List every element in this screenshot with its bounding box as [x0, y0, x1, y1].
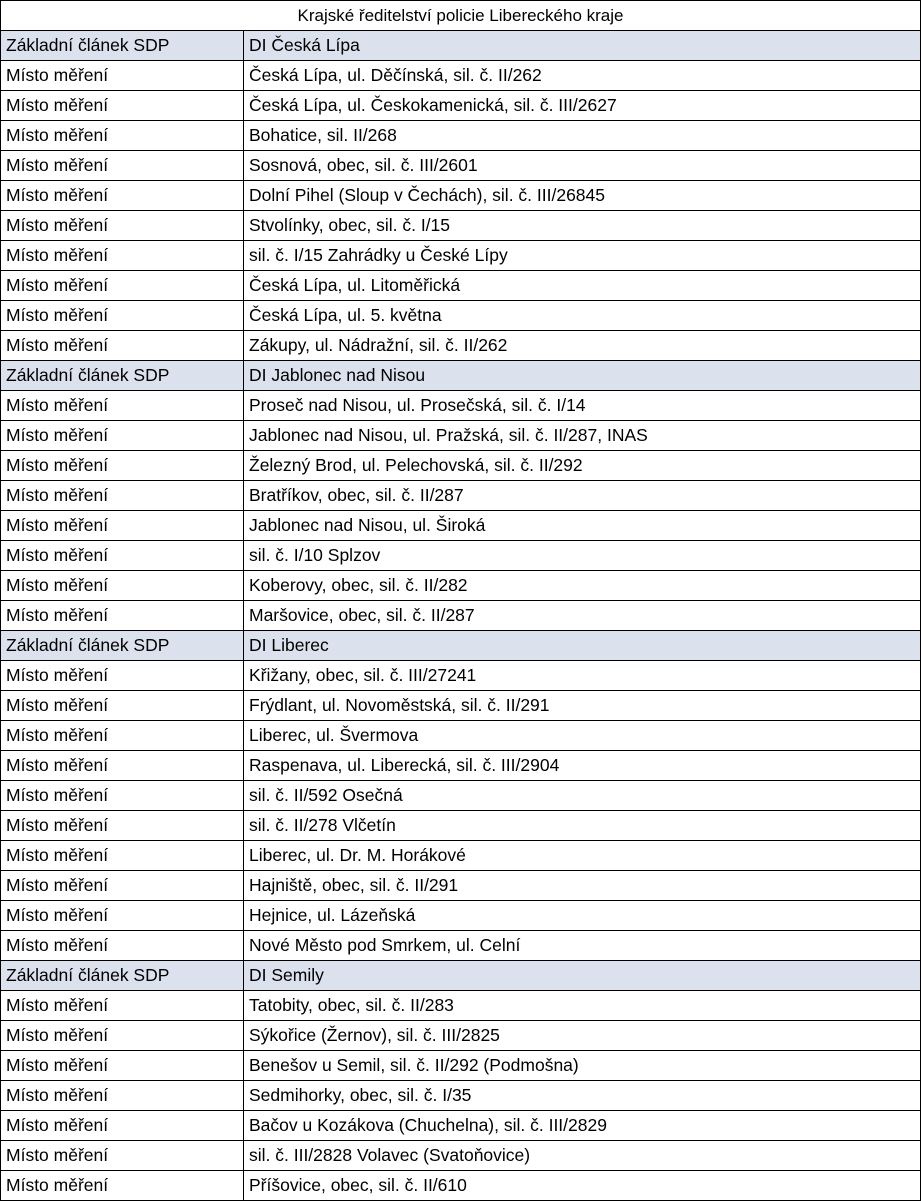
section-name-cell: DI Liberec [244, 631, 921, 661]
row-location-cell: Tatobity, obec, sil. č. II/283 [244, 991, 921, 1021]
row-location-cell: Nové Město pod Smrkem, ul. Celní [244, 931, 921, 961]
row-label-cell: Místo měření [1, 1111, 244, 1141]
table-row [1, 91, 921, 121]
table-row [1, 1141, 921, 1171]
section-label-cell: Základní článek SDP [1, 961, 244, 991]
row-label-cell: Místo měření [1, 721, 244, 751]
table-row [1, 691, 921, 721]
row-location-cell: Česká Lípa, ul. 5. května [244, 301, 921, 331]
row-location-cell: Koberovy, obec, sil. č. II/282 [244, 571, 921, 601]
row-label-cell: Místo měření [1, 421, 244, 451]
row-location-cell: Příšovice, obec, sil. č. II/610 [244, 1171, 921, 1201]
section-name-cell: DI Semily [244, 961, 921, 991]
row-location-cell: Sýkořice (Žernov), sil. č. III/2825 [244, 1021, 921, 1051]
row-location-cell: Frýdlant, ul. Novoměstská, sil. č. II/291 [244, 691, 921, 721]
row-label-cell: Místo měření [1, 781, 244, 811]
section-header-row [1, 31, 921, 61]
row-location-cell: sil. č. III/2828 Volavec (Svatoňovice) [244, 1141, 921, 1171]
table-row [1, 271, 921, 301]
row-location-cell: Liberec, ul. Švermova [244, 721, 921, 751]
row-location-cell: Železný Brod, ul. Pelechovská, sil. č. II/292 [244, 451, 921, 481]
row-location-cell: Jablonec nad Nisou, ul. Široká [244, 511, 921, 541]
row-label-cell: Místo měření [1, 751, 244, 781]
row-label-cell: Místo měření [1, 241, 244, 271]
row-label-cell: Místo měření [1, 331, 244, 361]
table-row [1, 61, 921, 91]
row-label-cell: Místo měření [1, 451, 244, 481]
row-label-cell: Místo měření [1, 841, 244, 871]
table-row [1, 1081, 921, 1111]
row-label-cell: Místo měření [1, 931, 244, 961]
table-row [1, 901, 921, 931]
row-label-cell: Místo měření [1, 1081, 244, 1111]
section-name-cell: DI Jablonec nad Nisou [244, 361, 921, 391]
row-label-cell: Místo měření [1, 991, 244, 1021]
row-label-cell: Místo měření [1, 481, 244, 511]
row-label-cell: Místo měření [1, 1021, 244, 1051]
row-location-cell: Hejnice, ul. Lázeňská [244, 901, 921, 931]
table-title: Krajské ředitelství policie Libereckého kraje [1, 1, 921, 31]
table-row [1, 991, 921, 1021]
table-row [1, 421, 921, 451]
row-label-cell: Místo měření [1, 541, 244, 571]
row-location-cell: sil. č. I/15 Zahrádky u České Lípy [244, 241, 921, 271]
row-label-cell: Místo měření [1, 1171, 244, 1201]
table-row [1, 1111, 921, 1141]
row-location-cell: Česká Lípa, ul. Litoměřická [244, 271, 921, 301]
table-row [1, 571, 921, 601]
row-location-cell: sil. č. I/10 Splzov [244, 541, 921, 571]
row-label-cell: Místo měření [1, 901, 244, 931]
row-location-cell: Hajniště, obec, sil. č. II/291 [244, 871, 921, 901]
row-location-cell: Bohatice, sil. II/268 [244, 121, 921, 151]
row-label-cell: Místo měření [1, 811, 244, 841]
row-location-cell: Sedmihorky, obec, sil. č. I/35 [244, 1081, 921, 1111]
table-row [1, 811, 921, 841]
table-row [1, 601, 921, 631]
row-location-cell: Raspenava, ul. Liberecká, sil. č. III/2904 [244, 751, 921, 781]
row-location-cell: Zákupy, ul. Nádražní, sil. č. II/262 [244, 331, 921, 361]
table-row [1, 781, 921, 811]
table-row [1, 391, 921, 421]
table-row [1, 211, 921, 241]
row-location-cell: Bratříkov, obec, sil. č. II/287 [244, 481, 921, 511]
table-row [1, 661, 921, 691]
row-label-cell: Místo měření [1, 661, 244, 691]
section-header-row [1, 961, 921, 991]
row-label-cell: Místo měření [1, 691, 244, 721]
row-location-cell: Maršovice, obec, sil. č. II/287 [244, 601, 921, 631]
table-row [1, 541, 921, 571]
row-location-cell: Jablonec nad Nisou, ul. Pražská, sil. č. II/287, INAS [244, 421, 921, 451]
row-label-cell: Místo měření [1, 871, 244, 901]
table-row [1, 751, 921, 781]
row-label-cell: Místo měření [1, 181, 244, 211]
row-location-cell: Proseč nad Nisou, ul. Prosečská, sil. č. I/14 [244, 391, 921, 421]
section-label-cell: Základní článek SDP [1, 361, 244, 391]
section-header-row [1, 631, 921, 661]
table-row [1, 121, 921, 151]
section-header-row [1, 361, 921, 391]
table-row [1, 331, 921, 361]
table-row [1, 451, 921, 481]
row-label-cell: Místo měření [1, 121, 244, 151]
table-row [1, 511, 921, 541]
row-location-cell: Liberec, ul. Dr. M. Horákové [244, 841, 921, 871]
row-label-cell: Místo měření [1, 571, 244, 601]
row-location-cell: Česká Lípa, ul. Děčínská, sil. č. II/262 [244, 61, 921, 91]
table-row [1, 931, 921, 961]
table-row [1, 1021, 921, 1051]
table-row [1, 481, 921, 511]
row-location-cell: Stvolínky, obec, sil. č. I/15 [244, 211, 921, 241]
row-label-cell: Místo měření [1, 271, 244, 301]
row-label-cell: Místo měření [1, 1141, 244, 1171]
table-title-row [1, 1, 921, 31]
row-location-cell: sil. č. II/278 Vlčetín [244, 811, 921, 841]
row-label-cell: Místo měření [1, 151, 244, 181]
row-location-cell: Dolní Pihel (Sloup v Čechách), sil. č. III/26845 [244, 181, 921, 211]
table-row [1, 871, 921, 901]
row-label-cell: Místo měření [1, 511, 244, 541]
section-label-cell: Základní článek SDP [1, 631, 244, 661]
table-row [1, 181, 921, 211]
row-location-cell: Benešov u Semil, sil. č. II/292 (Podmošna) [244, 1051, 921, 1081]
row-location-cell: Sosnová, obec, sil. č. III/2601 [244, 151, 921, 181]
row-label-cell: Místo měření [1, 211, 244, 241]
table-body [1, 1, 921, 1201]
table-row [1, 151, 921, 181]
row-label-cell: Místo měření [1, 91, 244, 121]
row-location-cell: Bačov u Kozákova (Chuchelna), sil. č. III/2829 [244, 1111, 921, 1141]
row-location-cell: sil. č. II/592 Osečná [244, 781, 921, 811]
row-label-cell: Místo měření [1, 301, 244, 331]
row-label-cell: Místo měření [1, 1051, 244, 1081]
section-name-cell: DI Česká Lípa [244, 31, 921, 61]
table-row [1, 241, 921, 271]
table-row [1, 301, 921, 331]
row-location-cell: Křižany, obec, sil. č. III/27241 [244, 661, 921, 691]
table-row [1, 1051, 921, 1081]
row-label-cell: Místo měření [1, 61, 244, 91]
section-label-cell: Základní článek SDP [1, 31, 244, 61]
table-row [1, 721, 921, 751]
row-location-cell: Česká Lípa, ul. Českokamenická, sil. č. III/2627 [244, 91, 921, 121]
table-row [1, 1171, 921, 1201]
row-label-cell: Místo měření [1, 601, 244, 631]
table-row [1, 841, 921, 871]
row-label-cell: Místo měření [1, 391, 244, 421]
